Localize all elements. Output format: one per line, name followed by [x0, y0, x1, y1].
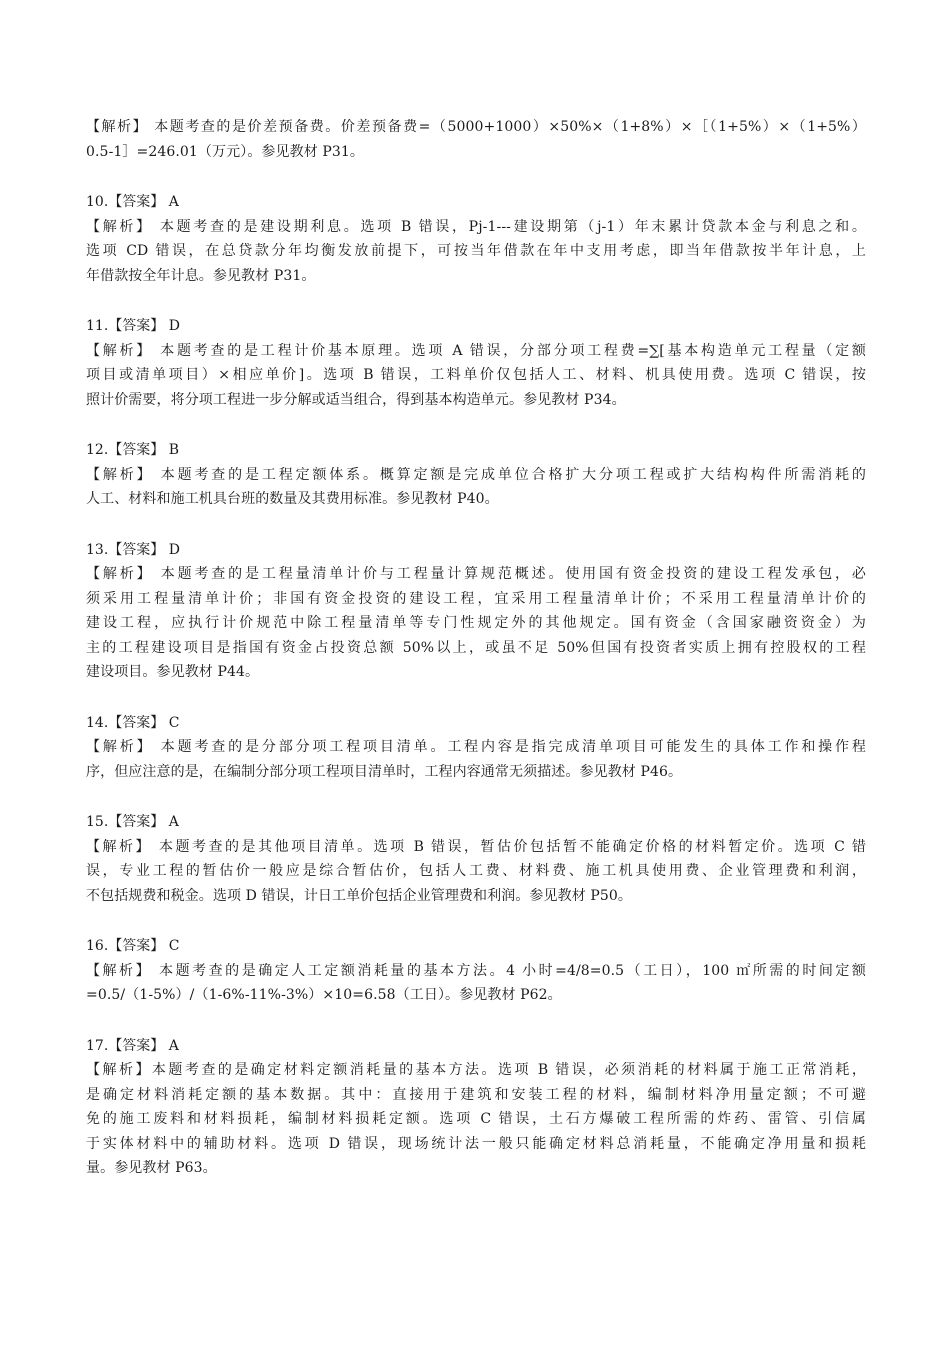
explanation-line: 项目或清单项目）×相应单价]。选项 B 错误，工料单价仅包括人工、材料、机具使用费。选项 C 错误，按: [86, 367, 866, 383]
answer-block-11: [86, 314, 866, 412]
explanation-line: 【解析】 本题考查的是工程定额体系。概算定额是完成单位合格扩大分项工程或扩大结构构件所需消耗的: [86, 466, 866, 483]
answer-line: 10.【答案】 A: [86, 194, 179, 210]
document-page: [86, 115, 866, 1207]
explanation-line: 【解析】 本题考查的是确定人工定额消耗量的基本方法。4 小时=4/8=0.5（工日），100 ㎡所需的时间定额: [86, 962, 866, 979]
explanation-line: 须采用工程量清单计价；非国有资金投资的建设工程，宜采用工程量清单计价；不采用工程量清单计价的: [86, 590, 866, 607]
explanation-line: 【解析】 本题考查的是工程计价基本原理。选项 A 错误，分部分项工程费=∑[基本构造单元工程量（定额: [86, 342, 866, 359]
explanation-line: 误，专业工程的暂估价一般应是综合暂估价，包括人工费、材料费、施工机具使用费、企业管理费和利润，: [86, 863, 866, 879]
explanation-line: =0.5/（1-5%）/（1-6%-11%-3%）×10=6.58（工日）。参见教材 P62。: [86, 987, 562, 1003]
answer-line: 14.【答案】 C: [86, 714, 180, 731]
explanation-line: 免的施工废料和材料损耗，编制材料损耗定额。选项 C 错误，土石方爆破工程所需的炸药、雷管、引信属: [86, 1111, 866, 1127]
answer-line: 13.【答案】 D: [86, 541, 180, 558]
answer-block-17: [86, 1034, 866, 1181]
explanation-line: 【解析】 本题考查的是其他项目清单。选项 B 错误，暂估价包括暂不能确定价格的材料暂定价。选项 C 错: [86, 838, 866, 855]
explanation-line: 量。参见教材 P63。: [86, 1160, 217, 1176]
answer-line: 16.【答案】 C: [86, 938, 180, 954]
explanation-line: 【解析】本题考查的是确定材料定额消耗量的基本方法。选项 B 错误，必须消耗的材料属于施工正常消耗，: [86, 1062, 866, 1078]
answer-block-9: [86, 115, 866, 164]
explanation-line: 【解析】 本题考查的是分部分项工程项目清单。工程内容是指完成清单项目可能发生的具体工作和操作程: [86, 739, 866, 755]
answer-line: 17.【答案】 A: [86, 1037, 179, 1054]
explanation-line: 【解析】 本题考查的是工程量清单计价与工程量计算规范概述。使用国有资金投资的建设工程发承包，必: [86, 566, 866, 582]
answer-block-12: [86, 438, 866, 512]
explanation-line: 是确定材料消耗定额的基本数据。其中：直接用于建筑和安装工程的材料，编制材料净用量定额；不可避: [86, 1086, 866, 1103]
answer-line: 12.【答案】 B: [86, 442, 180, 458]
explanation-line: 【解析】 本题考查的是价差预备费。价差预备费=（5000+1000）×50%×（1+8%）×［（1+5%）×（1+5%）: [86, 119, 866, 135]
explanation-line: 于实体材料中的辅助材料。选项 D 错误，现场统计法一般只能确定材料总消耗量，不能确定净用量和损耗: [86, 1135, 866, 1152]
answer-block-15: [86, 810, 866, 908]
answer-line: 11.【答案】 D: [86, 318, 180, 334]
answer-line: 15.【答案】 A: [86, 814, 179, 830]
explanation-line: 人工、材料和施工机具台班的数量及其费用标准。参见教材 P40。: [86, 491, 499, 507]
answer-block-14: [86, 711, 866, 785]
explanation-line: 建设工程，应执行计价规范中除工程量清单等专门性规定外的其他规定。国有资金（含国家融资资金）为: [86, 615, 866, 631]
explanation-line: 不包括规费和税金。选项 D 错误，计日工单价包括企业管理费和利润。参见教材 P50。: [86, 887, 633, 904]
answer-block-13: [86, 538, 866, 685]
answer-block-16: [86, 934, 866, 1008]
explanation-line: 照计价需要，将分项工程进一步分解或适当组合，得到基本构造单元。参见教材 P34。: [86, 391, 626, 408]
explanation-line: 主的工程建设项目是指国有资金占投资总额 50%以上，或虽不足 50%但国有投资者实质上拥有控股权的工程: [86, 639, 866, 656]
explanation-line: 【解析】 本题考查的是建设期利息。选项 B 错误，Pj-1---建设期第（j-1）年末累计贷款本金与利息之和。: [86, 218, 866, 235]
explanation-line: 0.5-1］=246.01（万元）。参见教材 P31。: [86, 143, 365, 160]
answer-block-10: [86, 190, 866, 288]
explanation-line: 选项 CD 错误，在总贷款分年均衡发放前提下，可按当年借款在年中支用考虑，即当年借款按半年计息，上: [86, 243, 866, 259]
explanation-line: 建设项目。参见教材 P44。: [86, 664, 260, 680]
explanation-line: 年借款按全年计息。参见教材 P31。: [86, 267, 316, 284]
explanation-line: 序，但应注意的是，在编制分部分项工程项目清单时，工程内容通常无须描述。参见教材 P46。: [86, 763, 683, 780]
